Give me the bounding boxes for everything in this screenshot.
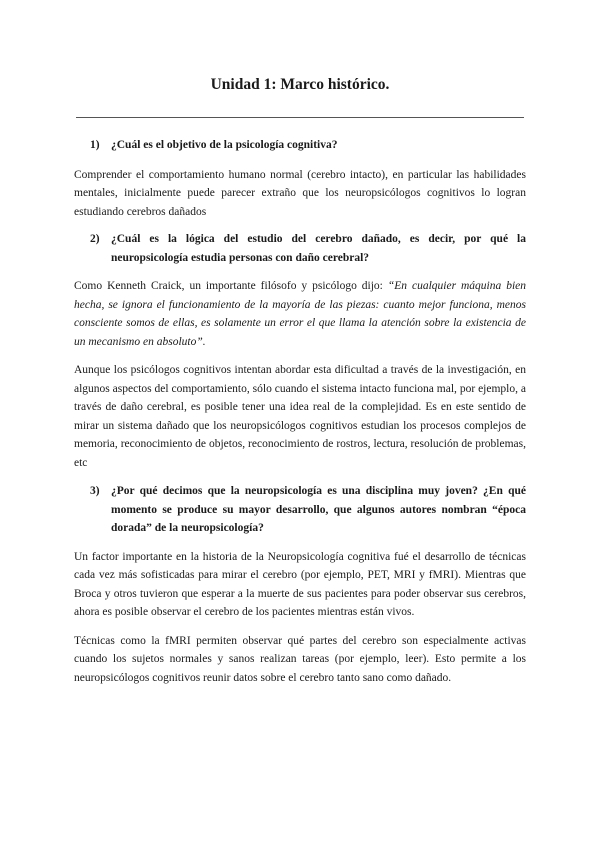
answer-3: Un factor importante en la historia de la Neuropsicología cognitiva fué el desarrollo de técnicas cada vez más sofisticadas para mirar el cerebro (por ejemplo, PET, MRI y fMRI). Mientras que Broca y otros tuvieron que esperar a la muerte de sus pacientes para poder observar sus cerebros, ahora es posible observar el cerebro de los pacientes mientras están vivos. bbox=[74, 550, 526, 618]
question-3 bbox=[74, 482, 526, 538]
answer-2-quote-paragraph bbox=[74, 277, 526, 351]
question-1 bbox=[74, 136, 526, 155]
answer-2-paragraph-2: Aunque los psicólogos cognitivos intentan abordar esta dificultad a través de la investigación, en algunos aspectos del comportamiento, sólo cuando el sistema intacto funciona mal, por ejemplo, a través de daño cerebral, es posible tener una idea real de la complejidad. Es en este sentido de mirar un sistema dañado que los neuropsicólogos cognitivos estudian los procesos complejos de memoria, reconocimiento de objetos, reconocimiento de rostros, lectura, resolución de problemas, etc bbox=[74, 364, 526, 469]
question-2-number: 2) bbox=[90, 233, 100, 245]
question-2-text: ¿Cuál es la lógica del estudio del cerebro dañado, es decir, por qué la neuropsicología estudia personas con daño cerebral? bbox=[111, 233, 526, 264]
title-divider bbox=[76, 117, 524, 118]
answer-1: Comprender el comportamiento humano normal (cerebro intacto), en particular las habilidades mentales, inicialmente puede parecer extraño que los neuropsicólogos cognitivos lo logran estudiando cerebros dañados bbox=[74, 168, 526, 218]
page-title: Unidad 1: Marco histórico. bbox=[210, 76, 390, 93]
question-1-number: 1) bbox=[90, 139, 100, 151]
question-3-number: 3) bbox=[90, 485, 100, 497]
document-body bbox=[74, 136, 526, 697]
answer-2-lead: Como Kenneth Craick, un importante filósofo y psicólogo dijo: bbox=[74, 280, 388, 292]
answer-3-paragraph-2: Técnicas como la fMRI permiten observar qué partes del cerebro son especialmente activas cuando los sujetos normales y sanos realizan tareas (por ejemplo, leer). Esto permite a los neuropsicólogos cognitivos reunir datos sobre el cerebro tanto sano como dañado. bbox=[74, 634, 526, 684]
question-1-text: ¿Cuál es el objetivo de la psicología cognitiva? bbox=[111, 139, 338, 151]
answer-2-quote: “En cualquier máquina bien hecha, se ignora el funcionamiento de la mayoría de las piezas: cuanto mejor funciona, menos consciente somos de ellas, es solamente un error el que llama la atención sobre la existencia de un mecanismo en absoluto”. bbox=[74, 280, 526, 348]
question-3-text: ¿Por qué decimos que la neuropsicología es una disciplina muy joven? ¿En qué momento se produce su mayor desarrollo, que algunos autores nombran “época dorada” de la neuropsicología? bbox=[111, 485, 526, 534]
question-2 bbox=[74, 230, 526, 267]
